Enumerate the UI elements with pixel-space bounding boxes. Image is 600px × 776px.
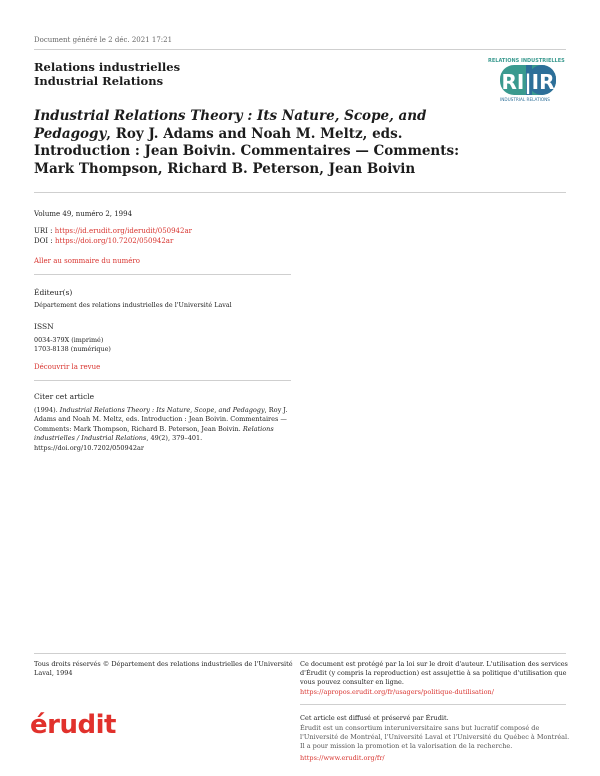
erudit-logo: érudit: [30, 710, 116, 740]
uri-link[interactable]: https://id.erudit.org/iderudit/050942ar: [54, 227, 192, 235]
publisher-label: Éditeur(s): [34, 288, 73, 297]
cite-title: Industrial Relations Theory : Its Nature, Scope, and Pedagogy: [59, 406, 265, 414]
issn-print: 0034-379X (imprimé): [34, 336, 104, 344]
cite-prefix: (1994).: [34, 406, 60, 414]
cite-label: Citer cet article: [34, 392, 95, 401]
doi-link[interactable]: https://doi.org/10.7202/050942ar: [54, 237, 174, 245]
journal-name-fr: Relations industrielles: [34, 60, 181, 74]
issn-digital: 1703-8138 (numérique): [34, 345, 111, 353]
protection-notice: Ce document est protégé par la loi sur le droit d'auteur. L'utilisation des services d'Érudit (y compris la reproduction) est assujettie à sa politique d'utilisation que vous pouvez consulter en ligne.: [300, 660, 568, 686]
logo-mark: RI|IR: [501, 70, 555, 94]
top-divider: [34, 49, 566, 50]
logo-top-text: RELATIONS INDUSTRIELLES: [488, 58, 565, 64]
erudit-link[interactable]: https://www.erudit.org/fr/: [300, 754, 385, 762]
section-divider-1: [34, 274, 291, 275]
journal-logo-graphic: [486, 56, 570, 102]
footer-divider: [34, 653, 566, 654]
diffusion-text: Érudit est un consortium interuniversitaire sans but lucratif composé de l'Université de Montréal, l'Université Laval et l'Université du Québec à Montréal. Il a pour mission la promotion et la valorisation de la recherche.: [300, 724, 570, 750]
discover-journal-link[interactable]: Découvrir la revue: [34, 363, 101, 371]
usage-policy-link[interactable]: https://apropos.erudit.org/fr/usagers/politique-dutilisation/: [300, 688, 494, 696]
issn-label: ISSN: [34, 322, 54, 331]
cite-suffix: , 49(2), 379–401. https://doi.org/10.7202/050942ar: [34, 434, 203, 452]
article-title-italic: Industrial Relations Theory : Its Nature, Scope, and Pedagogy: [34, 108, 427, 142]
uri-line: [34, 226, 192, 236]
diffusion-title: Cet article est diffusé et préservé par Érudit.: [300, 714, 449, 722]
rights-notice: Tous droits réservés © Département des relations industrielles de l'Université Laval, 1994: [34, 660, 293, 677]
doi-label: DOI :: [34, 237, 55, 245]
generated-date: Document généré le 2 déc. 2021 17:21: [34, 36, 173, 44]
issue-summary-link[interactable]: Aller au sommaire du numéro: [34, 257, 140, 265]
footer-divider-2: [300, 704, 566, 705]
uri-label: URI :: [34, 227, 55, 235]
journal-name: [34, 60, 180, 88]
title-divider: [34, 192, 566, 193]
issue-volume: Volume 49, numéro 2, 1994: [34, 210, 133, 218]
article-title-rest: , Roy J. Adams and Noah M. Meltz, eds. Introduction : Jean Boivin. Commentaires — Comments: Mark Thompson, Richard B. Peterson, Jean Boivin: [34, 125, 460, 177]
doi-line: [34, 236, 173, 246]
cite-journal: Relations industrielles / Industrial Relations: [34, 424, 274, 443]
logo-bottom-text: INDUSTRIAL RELATIONS: [500, 97, 550, 102]
cite-middle: , Roy J. Adams and Noah M. Meltz, eds. Introduction : Jean Boivin. Commentaires — Comments: Mark Thompson, Richard B. Peterson, Jean Boivin.: [34, 406, 288, 433]
journal-logo: [486, 56, 570, 102]
article-title: [34, 108, 484, 178]
journal-name-en: Industrial Relations: [34, 74, 164, 88]
citation-text: [34, 406, 296, 453]
section-divider-2: [34, 380, 291, 381]
publisher-name: Département des relations industrielles de l'Université Laval: [34, 301, 232, 309]
